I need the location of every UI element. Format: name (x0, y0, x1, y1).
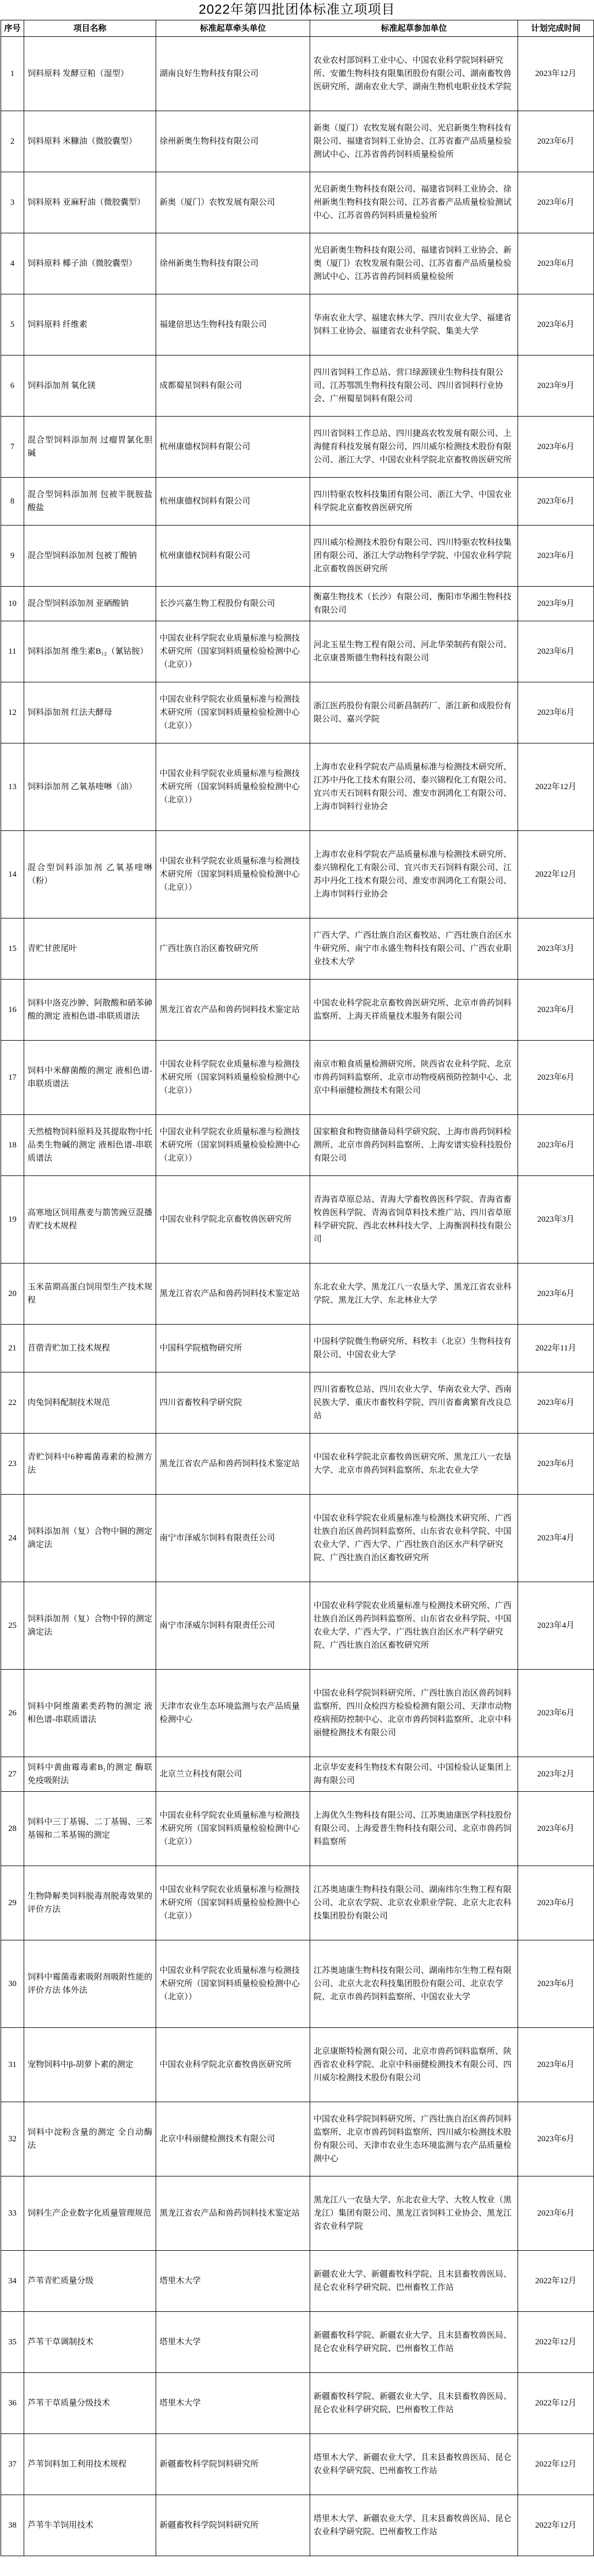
lead-unit-cell: 杭州康德权饲料有限公司 (156, 526, 310, 587)
project-name-cell: 青贮甘蔗尾叶 (24, 918, 156, 980)
lead-unit-cell: 中国农业科学院北京畜牧兽医研究所 (156, 2028, 310, 2102)
project-name-cell: 饲料原料 纤维素 (24, 294, 156, 356)
project-name-cell: 生物降解类饲料脱毒剂脱毒效果的评价方法 (24, 1866, 156, 1940)
page-title: 2022年第四批团体标准立项项目 (199, 2, 395, 17)
row-index-cell: 37 (1, 2434, 24, 2495)
participant-units-cell: 四川特驱农牧科技集团有限公司、浙江大学、中国农业科学院北京畜牧兽医研究所 (310, 478, 518, 526)
table-row (1, 2495, 594, 2556)
lead-unit-cell: 杭州康德权饲料有限公司 (156, 478, 310, 526)
deadline-cell: 2023年3月 (518, 918, 594, 980)
table-row (1, 526, 594, 587)
project-name-cell: 芦苇干草调制技术 (24, 2312, 156, 2373)
deadline-cell: 2023年6月 (518, 980, 594, 1041)
deadline-cell: 2023年4月 (518, 1582, 594, 1670)
participant-units-cell: 中国农业科学院农业质量标准与检测技术研究所、广西壮族自治区兽药饲料监察所、山东省农业科学院、中国农业大学、广西大学、广西壮族自治区水产科学研究院、广西壮族自治区畜牧研究所 (310, 1495, 518, 1582)
table-row (1, 2102, 594, 2176)
lead-unit-cell: 徐州新奥生物科技有限公司 (156, 111, 310, 172)
participant-units-cell: 河北玉星生物工程有限公司、河北华荣制药有限公司、北京康普斯德生物科技有限公司 (310, 621, 518, 682)
lead-unit-cell: 新疆畜牧科学院饲料研究所 (156, 2495, 310, 2556)
table-row (1, 478, 594, 526)
table-row (1, 1792, 594, 1866)
deadline-cell: 2023年2月 (518, 1757, 594, 1792)
table-row (1, 1582, 594, 1670)
project-name-cell: 饲料添加剂 红法夫酵母 (24, 682, 156, 743)
project-name-cell: 宠物饲料中β-胡萝卜素的测定 (24, 2028, 156, 2102)
participant-units-cell: 四川威尔检测技术股份有限公司、四川特驱农牧科技集团有限公司、浙江大学动物科学学院、中国农业科学院北京畜牧兽医研究所 (310, 526, 518, 587)
row-index-cell: 8 (1, 478, 24, 526)
participant-units-cell: 东北农业大学、黑龙江八一农垦大学、黑龙江省农业科学院、黑龙江大学、东北林业大学 (310, 1264, 518, 1325)
participant-units-cell: 中国科学院微生物研究所、科牧丰（北京）生物科技有限公司、中国农业大学 (310, 1325, 518, 1372)
lead-unit-cell: 中国农业科学院农业质量标准与检测技术研究所（国家饲料质量检验检测中心（北京）） (156, 743, 310, 831)
participant-units-cell: 四川省饲料工作总站、营口绿源镁业生物科技有限公司、江苏鄂凯生物科技有限公司、四川省饲料行业协会、广州蜀星饲料有限公司 (310, 356, 518, 417)
lead-unit-cell: 天津市农业生态环境监测与农产品质量检测中心 (156, 1670, 310, 1757)
row-index-cell: 20 (1, 1264, 24, 1325)
deadline-cell: 2023年6月 (518, 478, 594, 526)
table-row (1, 587, 594, 621)
project-name-cell: 芦苇牛羊饲用技术 (24, 2495, 156, 2556)
participant-units-cell: 中国农业科学院饲料研究所、广西壮族自治区兽药饲料监察所、四川众检四方检验检测有限公司、天津市动物疫病预防控制中心、北京市兽药饲料监察所、北京中科丽健检测技术有限公司 (310, 1670, 518, 1757)
lead-unit-cell: 湖南良好生物科技有限公司 (156, 37, 310, 111)
table-row (1, 1757, 594, 1792)
deadline-cell: 2022年12月 (518, 831, 594, 918)
participant-units-cell: 四川省畜牧总站、四川农业大学、华南农业大学、西南民族大学、重庆市畜牧科学院、四川省畜禽繁育改良总站 (310, 1372, 518, 1434)
lead-unit-cell: 中国农业科学院农业质量标准与检测技术研究所（国家饲料质量检验检测中心（北京）） (156, 1866, 310, 1940)
participant-units-cell: 国家粮食和物资储备局科学研究院、上海市兽药饲料检测所、北京市兽药饲料监察所、上海安谱实验科技股份有限公司 (310, 1115, 518, 1176)
project-name-cell: 饲料中淀粉含量的测定 全自动酶法 (24, 2102, 156, 2176)
project-name-cell: 青贮饲料中6种霉菌毒素的检测方法 (24, 1434, 156, 1495)
lead-unit-cell: 中国农业科学院农业质量标准与检测技术研究所（国家饲料质量检验检测中心（北京）） (156, 1115, 310, 1176)
participant-units-cell: 黑龙江八一农垦大学、东北农业大学、大牧人牧业（黑龙江）集团有限公司、黑龙江省饲料工业协会、黑龙江省农业科学院 (310, 2176, 518, 2251)
deadline-cell: 2023年9月 (518, 587, 594, 621)
table-row (1, 1670, 594, 1757)
row-index-cell: 32 (1, 2102, 24, 2176)
deadline-cell: 2023年6月 (518, 111, 594, 172)
lead-unit-cell: 中国农业科学院农业质量标准与检测技术研究所（国家饲料质量检验检测中心（北京）） (156, 621, 310, 682)
project-name-cell: 芦苇饲料加工利用技术规程 (24, 2434, 156, 2495)
participant-units-cell: 上海优久生物科技有限公司、江苏奥迪康医学科技股份有限公司、上海爱普生物科技有限公司、北京市兽药饲料监察所 (310, 1792, 518, 1866)
row-index-cell: 6 (1, 356, 24, 417)
table-row (1, 233, 594, 294)
table-row (1, 2176, 594, 2251)
project-name-cell: 饲料中三丁基锡、二丁基锡、三苯基锡和二苯基锡的测定 (24, 1792, 156, 1866)
project-name-cell: 玉米苗期高蛋白饲用型生产技术规程 (24, 1264, 156, 1325)
deadline-cell: 2023年9月 (518, 356, 594, 417)
project-name-cell: 饲料添加剂 维生素B₁₂（氰钴胺） (24, 621, 156, 682)
participant-units-cell: 华南农业大学、福建农林大学、四川农业大学、福建省饲料工业协会、福建省农业科学院、集美大学 (310, 294, 518, 356)
lead-unit-cell: 北京兰立科技有限公司 (156, 1757, 310, 1792)
row-index-cell: 11 (1, 621, 24, 682)
lead-unit-cell: 黑龙江省农产品和兽药饲料技术鉴定站 (156, 1434, 310, 1495)
participant-units-cell: 四川省饲料工作总站、四川捷高农牧发展有限公司、上海健育科技发展有限公司、四川威尔检测技术股份有限公司、浙江大学、中国农业科学院北京畜牧兽医研究所 (310, 417, 518, 478)
project-name-cell: 天然植物饲料原料及其提取物中托品类生物碱的测定 液相色谱-串联质谱法 (24, 1115, 156, 1176)
row-index-cell: 2 (1, 111, 24, 172)
participant-units-cell: 中国农业科学院北京畜牧兽医研究所、黑龙江八一农垦大学、北京市兽药饲料监察所、东北农业大学 (310, 1434, 518, 1495)
header-index: 序号 (1, 20, 24, 37)
deadline-cell: 2023年6月 (518, 2176, 594, 2251)
row-index-cell: 27 (1, 1757, 24, 1792)
deadline-cell: 2023年6月 (518, 417, 594, 478)
row-index-cell: 9 (1, 526, 24, 587)
row-index-cell: 22 (1, 1372, 24, 1434)
row-index-cell: 28 (1, 1792, 24, 1866)
row-index-cell: 33 (1, 2176, 24, 2251)
project-name-cell: 饲料添加剂（复）合物中锌的测定 滴定法 (24, 1582, 156, 1670)
deadline-cell: 2023年6月 (518, 1264, 594, 1325)
participant-units-cell: 光启新奥生物科技有限公司、福建省饲料工业协会、徐州新奥生物科技有限公司、江苏省畜产品质量检验测试中心、江苏省兽药饲料质量检验所 (310, 172, 518, 233)
participant-units-cell: 青海省草原总站、青海大学畜牧兽医科学院、青海省畜牧兽医科学院、青海省饲草料技术推广站、四川省草原科学研究院、西北农林科技大学、上海衡润科技有限公司 (310, 1176, 518, 1264)
standards-table (1, 20, 594, 2556)
participant-units-cell: 中国农业科学院农业质量标准与检测技术研究所、广西壮族自治区兽药饲料监察所、山东省农业科学院、中国农业大学、广西大学、广西壮族自治区水产科学研究院、广西壮族自治区畜牧研究所 (310, 1582, 518, 1670)
table-row (1, 356, 594, 417)
project-name-cell: 饲料中阿维菌素类药物的测定 液相色谱-串联质谱法 (24, 1670, 156, 1757)
table-row (1, 831, 594, 918)
table-row (1, 1940, 594, 2028)
participant-units-cell: 新疆农业大学、新疆畜牧科学院、且末县畜牧兽医局、昆仑农业科学研究院、巴州畜牧工作站 (310, 2251, 518, 2312)
project-name-cell: 饲料生产企业数字化质量管理规范 (24, 2176, 156, 2251)
deadline-cell: 2023年6月 (518, 172, 594, 233)
deadline-cell: 2023年6月 (518, 1670, 594, 1757)
project-name-cell: 芦苇青贮质量分级 (24, 2251, 156, 2312)
deadline-cell: 2023年12月 (518, 37, 594, 111)
lead-unit-cell: 塔里木大学 (156, 2312, 310, 2373)
row-index-cell: 13 (1, 743, 24, 831)
participant-units-cell: 农业农村部饲料工业中心、中国农业科学院饲料研究所、安徽生物科技有限集团股份有限公司、湖南畜牧兽医研究所、湖南农业大学、湖南生物机电职业技术学院 (310, 37, 518, 111)
table-row (1, 1325, 594, 1372)
participant-units-cell: 中国农业科学院饲料研究所、广西壮族自治区兽药饲料监察所、北京市兽药饲料监察所、四川威尔检测技术股份有限公司、天津市农业生态环境监测与农产品质量检测中心 (310, 2102, 518, 2176)
table-row (1, 1115, 594, 1176)
lead-unit-cell: 福建倍思达生物科技有限公司 (156, 294, 310, 356)
deadline-cell: 2023年6月 (518, 2028, 594, 2102)
project-name-cell: 饲料中黄曲霉毒素B₁的测定 酶联免疫吸附法 (24, 1757, 156, 1792)
table-row (1, 1434, 594, 1495)
table-row (1, 2251, 594, 2312)
table-row (1, 2028, 594, 2102)
row-index-cell: 4 (1, 233, 24, 294)
lead-unit-cell: 中国农业科学院农业质量标准与检测技术研究所（国家饲料质量检验检测中心（北京）） (156, 1041, 310, 1115)
row-index-cell: 19 (1, 1176, 24, 1264)
participant-units-cell: 江苏奥迪康生物科技有限公司、湖南纬尔生物工程有限公司、北京大北农科技集团股份有限公司、北京农学院、北京市兽药饲料监察所、中国农业大学 (310, 1940, 518, 2028)
participant-units-cell: 新奥（厦门）农牧发展有限公司、光启新奥生物科技有限公司、福建省饲料工业协会、江苏省畜产品质量检验测试中心、江苏省兽药饲料质量检验所 (310, 111, 518, 172)
header-project-name: 项目名称 (24, 20, 156, 37)
project-name-cell: 饲料添加剂（复）合物中铜的测定 滴定法 (24, 1495, 156, 1582)
table-row (1, 743, 594, 831)
row-index-cell: 24 (1, 1495, 24, 1582)
header-lead-unit: 标准起草牵头单位 (156, 20, 310, 37)
table-row (1, 37, 594, 111)
deadline-cell: 2023年6月 (518, 1434, 594, 1495)
row-index-cell: 12 (1, 682, 24, 743)
lead-unit-cell: 长沙兴嘉生物工程股份有限公司 (156, 587, 310, 621)
table-row (1, 1495, 594, 1582)
row-index-cell: 15 (1, 918, 24, 980)
lead-unit-cell: 成都蜀星饲料有限公司 (156, 356, 310, 417)
project-name-cell: 饲料添加剂 氧化镁 (24, 356, 156, 417)
deadline-cell: 2022年12月 (518, 2495, 594, 2556)
row-index-cell: 23 (1, 1434, 24, 1495)
row-index-cell: 29 (1, 1866, 24, 1940)
deadline-cell: 2023年6月 (518, 1866, 594, 1940)
deadline-cell: 2022年12月 (518, 2251, 594, 2312)
deadline-cell: 2023年6月 (518, 233, 594, 294)
lead-unit-cell: 杭州康德权饲料有限公司 (156, 417, 310, 478)
project-name-cell: 饲料中洛克沙胂、阿散酸和硝苯砷酸的测定 液相色谱-串联质谱法 (24, 980, 156, 1041)
deadline-cell: 2023年6月 (518, 1115, 594, 1176)
lead-unit-cell: 黑龙江省农产品和兽药饲料技术鉴定站 (156, 2176, 310, 2251)
table-row (1, 172, 594, 233)
row-index-cell: 10 (1, 587, 24, 621)
row-index-cell: 16 (1, 980, 24, 1041)
lead-unit-cell: 北京中科丽健检测技术有限公司 (156, 2102, 310, 2176)
lead-unit-cell: 黑龙江省农产品和兽药饲料技术鉴定站 (156, 980, 310, 1041)
lead-unit-cell: 新奥（厦门）农牧发展有限公司 (156, 172, 310, 233)
row-index-cell: 17 (1, 1041, 24, 1115)
participant-units-cell: 塔里木大学、新疆农业大学、且末县畜牧兽医局、昆仑农业科学研究院、巴州畜牧工作站 (310, 2495, 518, 2556)
project-name-cell: 混合型饲料添加剂 亚硒酸钠 (24, 587, 156, 621)
row-index-cell: 14 (1, 831, 24, 918)
row-index-cell: 34 (1, 2251, 24, 2312)
participant-units-cell: 上海市农业科学院农产品质量标准与检测技术研究所、泰兴锦程化工有限公司、宜兴市天石饲料有限公司、江苏中丹化工技术有限公司、淮安市润鸿化工有限公司、上海市饲料行业协会 (310, 831, 518, 918)
row-index-cell: 35 (1, 2312, 24, 2373)
table-row (1, 1866, 594, 1940)
deadline-cell: 2023年6月 (518, 682, 594, 743)
table-header-row (1, 20, 594, 37)
deadline-cell: 2023年6月 (518, 1792, 594, 1866)
lead-unit-cell: 中国农业科学院农业质量标准与检测技术研究所（国家饲料质量检验检测中心（北京）） (156, 1940, 310, 2028)
row-index-cell: 18 (1, 1115, 24, 1176)
row-index-cell: 25 (1, 1582, 24, 1670)
header-deadline: 计划完成时间 (518, 20, 594, 37)
project-name-cell: 混合型饲料添加剂 包被半胱胺盐酸盐 (24, 478, 156, 526)
participant-units-cell: 中国农业科学院北京畜牧兽医研究所、北京市兽药饲料监察所、上海天祥质量技术服务有限公司 (310, 980, 518, 1041)
table-row (1, 682, 594, 743)
table-row (1, 2373, 594, 2434)
project-name-cell: 芦苇干草质量分级技术 (24, 2373, 156, 2434)
lead-unit-cell: 中国农业科学院农业质量标准与检测技术研究所（国家饲料质量检验检测中心（北京）） (156, 682, 310, 743)
lead-unit-cell: 中国农业科学院农业质量标准与检测技术研究所（国家饲料质量检验检测中心（北京）） (156, 1792, 310, 1866)
participant-units-cell: 北京康斯特检测有限公司、北京市兽药饲料监察所、陕西省农业科学院、北京中科丽健检测技术有限公司、四川威尔检测技术股份有限公司 (310, 2028, 518, 2102)
table-row (1, 1264, 594, 1325)
lead-unit-cell: 南宁市泽威尔饲料有限责任公司 (156, 1495, 310, 1582)
row-index-cell: 38 (1, 2495, 24, 2556)
table-row (1, 1372, 594, 1434)
row-index-cell: 26 (1, 1670, 24, 1757)
row-index-cell: 7 (1, 417, 24, 478)
lead-unit-cell: 中国农业科学院农业质量标准与检测技术研究所（国家饲料质量检验检测中心（北京）） (156, 831, 310, 918)
table-row (1, 918, 594, 980)
deadline-cell: 2023年6月 (518, 621, 594, 682)
participant-units-cell: 上海市农业科学院农产品质量标准与检测技术研究所、江苏中丹化工技术有限公司、泰兴锦程化工有限公司、宜兴市天石饲料有限公司、淮安市润鸿化工有限公司、上海市饲料行业协会 (310, 743, 518, 831)
deadline-cell: 2023年6月 (518, 1372, 594, 1434)
project-name-cell: 混合型饲料添加剂 过瘤胃氯化胆碱 (24, 417, 156, 478)
row-index-cell: 21 (1, 1325, 24, 1372)
participant-units-cell: 塔里木大学、新疆农业大学、且末县畜牧兽医局、昆仑农业科学研究院、巴州畜牧工作站 (310, 2434, 518, 2495)
lead-unit-cell: 广西壮族自治区畜牧研究所 (156, 918, 310, 980)
project-name-cell: 肉兔饲料配制技术规范 (24, 1372, 156, 1434)
table-body (1, 37, 594, 2556)
lead-unit-cell: 四川省畜牧科学研究院 (156, 1372, 310, 1434)
deadline-cell: 2022年12月 (518, 743, 594, 831)
lead-unit-cell: 新疆畜牧科学院饲料研究所 (156, 2434, 310, 2495)
project-name-cell: 苜蓿青贮加工技术规程 (24, 1325, 156, 1372)
table-row (1, 1176, 594, 1264)
deadline-cell: 2023年6月 (518, 294, 594, 356)
project-name-cell: 饲料添加剂 乙氧基喹啉（油） (24, 743, 156, 831)
lead-unit-cell: 南宁市泽威尔饲料有限责任公司 (156, 1582, 310, 1670)
deadline-cell: 2023年3月 (518, 1176, 594, 1264)
lead-unit-cell: 黑龙江省农产品和兽药饲料技术鉴定站 (156, 1264, 310, 1325)
participant-units-cell: 新疆畜牧科学院、新疆农业大学、且末县畜牧兽医局、昆仑农业科学研究院、巴州畜牧工作站 (310, 2373, 518, 2434)
table-row (1, 417, 594, 478)
row-index-cell: 3 (1, 172, 24, 233)
table-row (1, 1041, 594, 1115)
participant-units-cell: 新疆畜牧科学院、新疆农业大学、且末县畜牧兽医局、昆仑农业科学研究院、巴州畜牧工作站 (310, 2312, 518, 2373)
participant-units-cell: 光启新奥生物科技有限公司、福建省饲料工业协会、新奥（厦门）农牧发展有限公司、江苏省畜产品质量检验测试中心、江苏省兽药饲料质量检验所 (310, 233, 518, 294)
deadline-cell: 2022年12月 (518, 2312, 594, 2373)
table-row (1, 2312, 594, 2373)
table-row (1, 294, 594, 356)
row-index-cell: 30 (1, 1940, 24, 2028)
participant-units-cell: 衡嘉生物技术（长沙）有限公司、衡阳市华湘生物科技有限公司 (310, 587, 518, 621)
project-name-cell: 高寒地区饲用燕麦与箭筈豌豆混播青贮技术规程 (24, 1176, 156, 1264)
table-row (1, 2434, 594, 2495)
row-index-cell: 1 (1, 37, 24, 111)
table-row (1, 111, 594, 172)
deadline-cell: 2023年6月 (518, 1940, 594, 2028)
project-name-cell: 混合型饲料添加剂 乙氧基喹啉（粉） (24, 831, 156, 918)
participant-units-cell: 江苏奥迪康生物科技有限公司、湖南纬尔生物工程有限公司、北京农学院、北京农业职业学院、北京大北农科技集团股份有限公司 (310, 1866, 518, 1940)
row-index-cell: 5 (1, 294, 24, 356)
participant-units-cell: 广西大学、广西壮族自治区畜牧站、广西壮族自治区水牛研究所、南宁市永盛生物科技有限公司、广西农业职业技术大学 (310, 918, 518, 980)
lead-unit-cell: 塔里木大学 (156, 2251, 310, 2312)
row-index-cell: 36 (1, 2373, 24, 2434)
participant-units-cell: 浙江医药股份有限公司新昌制药厂、浙江新和成股份有限公司、嘉兴学院 (310, 682, 518, 743)
project-name-cell: 饲料原料 米糠油（微胶囊型） (24, 111, 156, 172)
deadline-cell: 2023年6月 (518, 2102, 594, 2176)
participant-units-cell: 北京华安麦科生物技术有限公司、中国检验认证集团上海有限公司 (310, 1757, 518, 1792)
project-name-cell: 饲料原料 发酵豆粕（湿型） (24, 37, 156, 111)
table-row (1, 980, 594, 1041)
deadline-cell: 2023年6月 (518, 526, 594, 587)
deadline-cell: 2022年11月 (518, 1325, 594, 1372)
project-name-cell: 饲料中米酵菌酸的测定 液相色谱-串联质谱法 (24, 1041, 156, 1115)
lead-unit-cell: 徐州新奥生物科技有限公司 (156, 233, 310, 294)
header-participant-units: 标准起草参加单位 (310, 20, 518, 37)
participant-units-cell: 南京市粮食质量检测研究所、陕西省农业科学院、北京市兽药饲料监察所、北京市动物疫病预防控制中心、北京中科丽健检测技术有限公司 (310, 1041, 518, 1115)
deadline-cell: 2022年12月 (518, 2373, 594, 2434)
table-row (1, 621, 594, 682)
project-name-cell: 饲料原料 亚麻籽油（微胶囊型） (24, 172, 156, 233)
lead-unit-cell: 中国科学院植物研究所 (156, 1325, 310, 1372)
lead-unit-cell: 塔里木大学 (156, 2373, 310, 2434)
project-name-cell: 混合型饲料添加剂 包被丁酸钠 (24, 526, 156, 587)
lead-unit-cell: 中国农业科学院北京畜牧兽医研究所 (156, 1176, 310, 1264)
row-index-cell: 31 (1, 2028, 24, 2102)
deadline-cell: 2023年6月 (518, 1041, 594, 1115)
project-name-cell: 饲料中霉菌毒素吸附剂吸附性能的评价方法 体外法 (24, 1940, 156, 2028)
project-name-cell: 饲料原料 椰子油（微胶囊型） (24, 233, 156, 294)
deadline-cell: 2023年4月 (518, 1495, 594, 1582)
deadline-cell: 2022年12月 (518, 2434, 594, 2495)
